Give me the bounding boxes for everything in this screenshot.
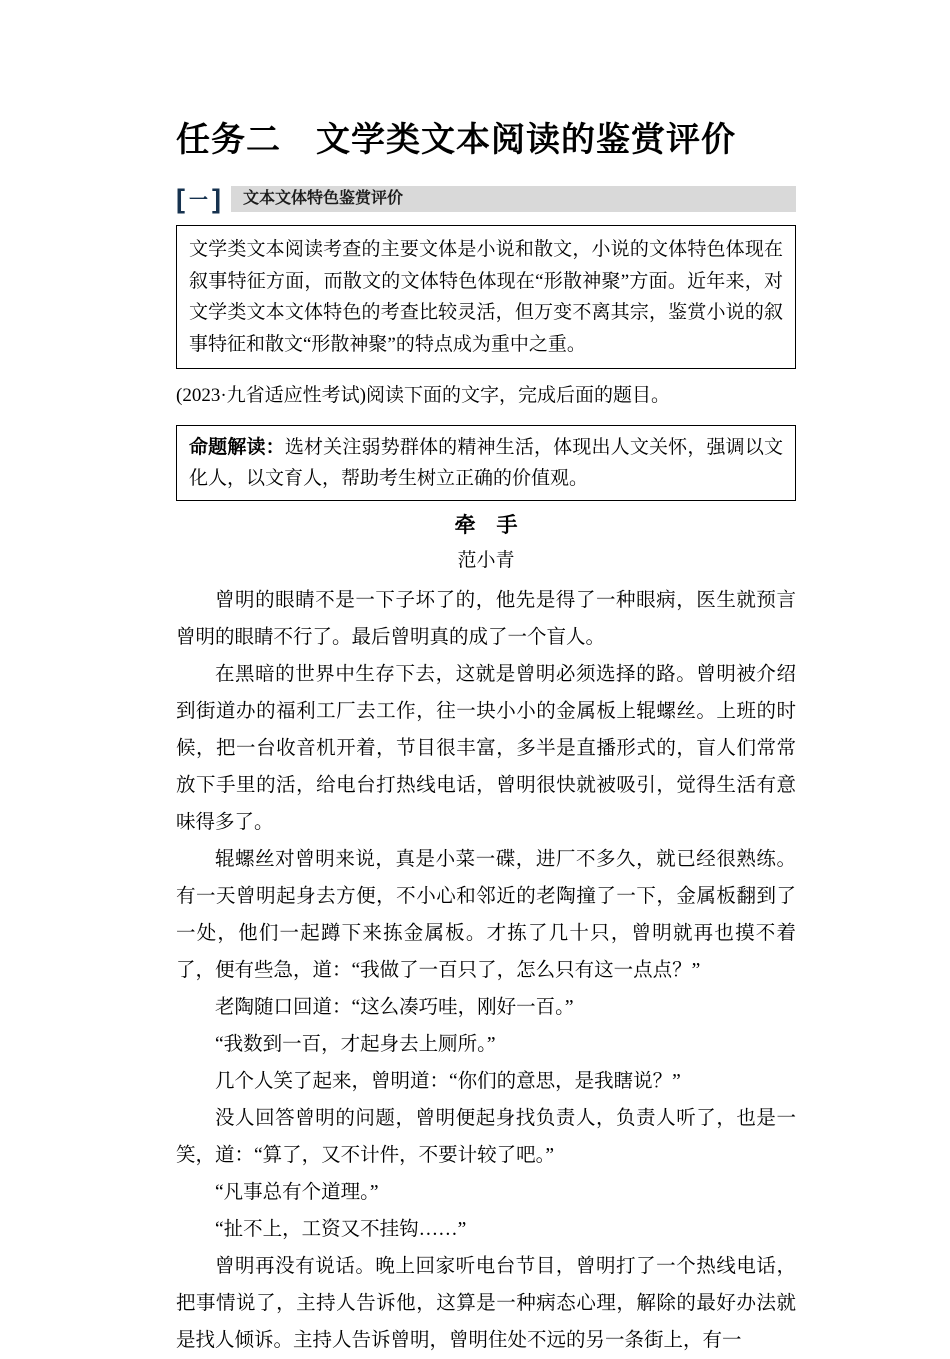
story-paragraph: 几个人笑了起来，曾明道：“你们的意思，是我瞎说？” bbox=[215, 1071, 681, 1092]
exam-source-tag: (2023·九省适应性考试) bbox=[176, 385, 366, 406]
section-number: 一 bbox=[189, 190, 209, 211]
intro-box bbox=[176, 225, 796, 369]
story-body bbox=[176, 582, 796, 1359]
story-paragraph: 在黑暗的世界中生存下去，这就是曾明必须选择的路。曾明被介绍到街道办的福利工厂去工作，往一块小小的金属板上辊螺丝。上班的时候，把一台收音机开着，节目很丰富，多半是直播形式的，盲人们常常放下手里的活，给电台打热线电话，曾明很快就被吸引，觉得生活有意味得多了。 bbox=[176, 664, 796, 833]
story-title: 牵 手 bbox=[454, 513, 518, 537]
story-paragraph: 老陶随口回道：“这么凑巧哇，刚好一百。” bbox=[215, 997, 574, 1018]
story-paragraph: “扯不上，工资又不挂钩……” bbox=[215, 1219, 467, 1240]
story-author: 范小青 bbox=[457, 550, 515, 571]
analysis-text: 选材关注弱势群体的精神生活，体现出人文关怀，强调以文化人，以文育人，帮助考生树立正确的价值观。 bbox=[189, 437, 783, 489]
story-paragraph: “凡事总有个道理。” bbox=[215, 1182, 379, 1203]
right-bracket-icon: ] bbox=[212, 183, 222, 214]
section-number-marker bbox=[176, 185, 221, 212]
story-paragraph: 曾明的眼睛不是一下子坏了的，他先是得了一种眼病，医生就预言曾明的眼睛不行了。最后曾明真的成了一个盲人。 bbox=[176, 590, 796, 648]
story-paragraph: 曾明再没有说话。晚上回家听电台节目，曾明打了一个热线电话，把事情说了，主持人告诉他，这算是一种病态心理，解除的最好办法就是找人倾诉。主持人告诉曾明，曾明住处不远的另一条街上，有一 bbox=[176, 1256, 796, 1351]
left-bracket-icon: [ bbox=[176, 183, 185, 214]
section-header bbox=[176, 185, 796, 212]
section-title-bar: 文本文体特色鉴赏评价 bbox=[231, 186, 796, 212]
analysis-box bbox=[176, 425, 796, 501]
intro-box-text: 文学类文本阅读考查的主要文体是小说和散文，小说的文体特色体现在叙事特征方面，而散文的文体特色体现在“形散神聚”方面。近年来，对文学类文本文体特色的考查比较灵活，但万变不离其宗，鉴赏小说的叙事特征和散文“形散神聚”的特点成为重中之重。 bbox=[189, 239, 783, 355]
story-paragraph: 辊螺丝对曾明来说，真是小菜一碟，进厂不多久，就已经很熟练。有一天曾明起身去方便，不小心和邻近的老陶撞了一下，金属板翻到了一处，他们一起蹲下来拣金属板。才拣了几十只，曾明就再也摸不着了，便有些急，道：“我做了一百只了，怎么只有这一点点？” bbox=[176, 849, 796, 981]
exam-source-line bbox=[176, 381, 796, 411]
page-title: 任务二 文学类文本阅读的鉴赏评价 bbox=[176, 122, 736, 159]
story-paragraph: “我数到一百，才起身去上厕所。” bbox=[215, 1034, 496, 1055]
exam-instruction: 阅读下面的文字，完成后面的题目。 bbox=[365, 385, 670, 406]
story-paragraph: 没人回答曾明的问题，曾明便起身找负责人，负责人听了，也是一笑，道：“算了，又不计件，不要计较了吧。” bbox=[176, 1108, 796, 1166]
analysis-label: 命题解读： bbox=[189, 437, 285, 458]
document-page bbox=[176, 0, 796, 1359]
